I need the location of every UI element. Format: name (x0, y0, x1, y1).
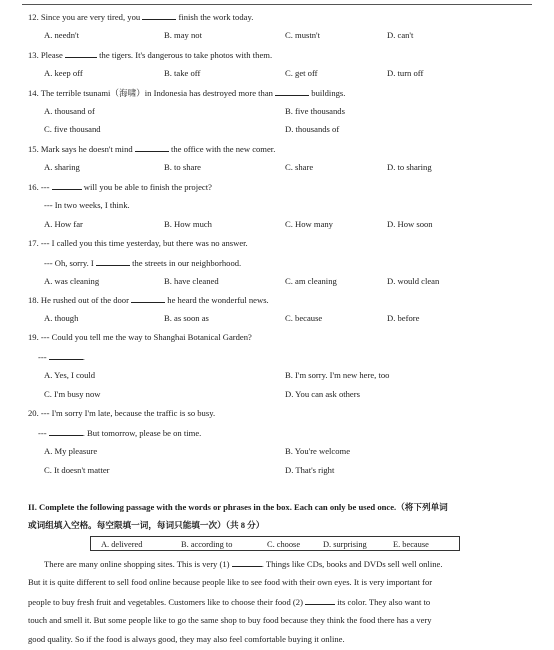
question-16-stem (28, 181, 212, 193)
option-d: D. to sharing (387, 162, 432, 172)
passage-text: . Things like CDs, books and DVDs sell well online. (261, 559, 443, 569)
stem-text: --- Oh, sorry. I (44, 258, 94, 268)
option-c: C. five thousand (44, 124, 101, 134)
stem-text: finish the work today. (178, 12, 254, 22)
option-b: B. may not (164, 30, 202, 40)
option-b: B. as soon as (164, 313, 209, 323)
stem-text: buildings. (311, 88, 346, 98)
question-12-stem (28, 11, 253, 23)
option-a: A. though (44, 313, 79, 323)
stem-text: 12. Since you are very tired, you (28, 12, 141, 22)
question-13-stem (28, 49, 272, 61)
option-d: D. would clean (387, 276, 440, 286)
stem-text: the streets in our neighborhood. (132, 258, 242, 268)
passage-line: But it is quite different to sell food online because people like to see food with their own eyes. It is very important for (28, 577, 433, 587)
stem-text: will you be able to finish the project? (83, 182, 212, 192)
stem-text: the tigers. It's dangerous to take photos with them. (99, 50, 273, 60)
section-2-instruction-cn: 或词组填入空格。每空限填一词，每词只能填一次）（共 8 分） (28, 520, 265, 530)
passage-text: its color. They also want to (337, 597, 431, 607)
option-d: D. before (387, 313, 420, 323)
option-a: A. thousand of (44, 106, 95, 116)
stem-text: 14. The terrible tsunami（海啸）in Indonesia has destroyed more than (28, 88, 273, 98)
word-box-item: A. delivered (101, 540, 143, 549)
option-b: B. to share (164, 162, 201, 172)
stem-text: --- (38, 352, 47, 362)
option-b: B. I'm sorry. I'm new here, too (285, 370, 390, 380)
answer-blank (232, 558, 262, 567)
dialogue-reply (38, 351, 85, 363)
question-15-stem (28, 143, 275, 155)
option-c: C. get off (285, 68, 318, 78)
word-box-item: D. surprising (323, 540, 367, 549)
option-c: C. share (285, 162, 314, 172)
option-d: D. turn off (387, 68, 424, 78)
option-a: A. How far (44, 219, 83, 229)
option-a: A. Yes, I could (44, 370, 96, 380)
option-c: C. It doesn't matter (44, 465, 110, 475)
stem-text: he heard the wonderful news. (167, 295, 269, 305)
stem-text: 13. Please (28, 50, 63, 60)
stem-text: 15. Mark says he doesn't mind (28, 144, 133, 154)
question-20-stem: 20. --- I'm sorry I'm late, because the traffic is so busy. (28, 408, 216, 418)
passage-text: people to buy fresh fruit and vegetables. Customers like to choose their food (2) (28, 597, 303, 607)
answer-blank (142, 11, 176, 20)
stem-text: the office with the new comer. (170, 144, 276, 154)
answer-blank (96, 257, 130, 266)
question-14-stem (28, 87, 345, 99)
dialogue-reply (44, 257, 241, 269)
top-rule (22, 4, 532, 5)
dialogue-reply (38, 427, 201, 439)
stem-text: . But tomorrow, please be on time. (82, 428, 202, 438)
option-b: B. have cleaned (164, 276, 219, 286)
question-19-stem: 19. --- Could you tell me the way to Shanghai Botanical Garden? (28, 332, 252, 342)
answer-blank (49, 351, 83, 360)
word-box-item: E. because (393, 540, 429, 549)
option-c: C. am cleaning (285, 276, 337, 286)
answer-blank (275, 87, 309, 96)
passage-line: touch and smell it. But some people like to go the same shop to buy food because they think the food there has a very (28, 615, 432, 625)
option-d: D. That's right (285, 465, 335, 475)
option-a: A. sharing (44, 162, 80, 172)
question-17-stem: 17. --- I called you this time yesterday, but there was no answer. (28, 238, 248, 248)
stem-text: 16. --- (28, 182, 50, 192)
option-a: A. was cleaning (44, 276, 100, 286)
word-box-item: B. according to (181, 540, 233, 549)
passage-line (28, 558, 542, 570)
passage-text: There are many online shopping sites. This is very (1) (44, 559, 230, 569)
option-b: B. take off (164, 68, 201, 78)
answer-blank (305, 596, 335, 605)
answer-blank (131, 294, 165, 303)
word-box (90, 536, 460, 551)
dialogue-reply: --- In two weeks, I think. (44, 200, 130, 210)
section-2-instruction: II. Complete the following passage with the words or phrases in the box. Each can only be used once.（将下列单词 (28, 502, 448, 512)
option-d: D. You can ask others (285, 389, 360, 399)
option-a: A. needn't (44, 30, 79, 40)
option-c: C. I'm busy now (44, 389, 101, 399)
option-d: D. can't (387, 30, 414, 40)
stem-text: --- (38, 428, 47, 438)
option-d: D. How soon (387, 219, 433, 229)
option-a: A. keep off (44, 68, 83, 78)
stem-text: . (82, 352, 85, 362)
option-b: B. How much (164, 219, 212, 229)
stem-text: 18. He rushed out of the door (28, 295, 129, 305)
option-c: C. How many (285, 219, 333, 229)
passage-line: good quality. So if the food is always good, they may also feel comfortable buying it online. (28, 634, 345, 644)
option-d: D. thousands of (285, 124, 340, 134)
option-c: C. because (285, 313, 323, 323)
answer-blank (49, 427, 83, 436)
answer-blank (135, 143, 169, 152)
option-b: B. You're welcome (285, 446, 351, 456)
answer-blank (65, 49, 97, 58)
passage-line (28, 596, 526, 608)
option-a: A. My pleasure (44, 446, 98, 456)
word-box-item: C. choose (267, 540, 301, 549)
answer-blank (52, 181, 82, 190)
option-b: B. five thousands (285, 106, 345, 116)
question-18-stem (28, 294, 269, 306)
section-2-header (28, 502, 528, 531)
option-c: C. mustn't (285, 30, 320, 40)
